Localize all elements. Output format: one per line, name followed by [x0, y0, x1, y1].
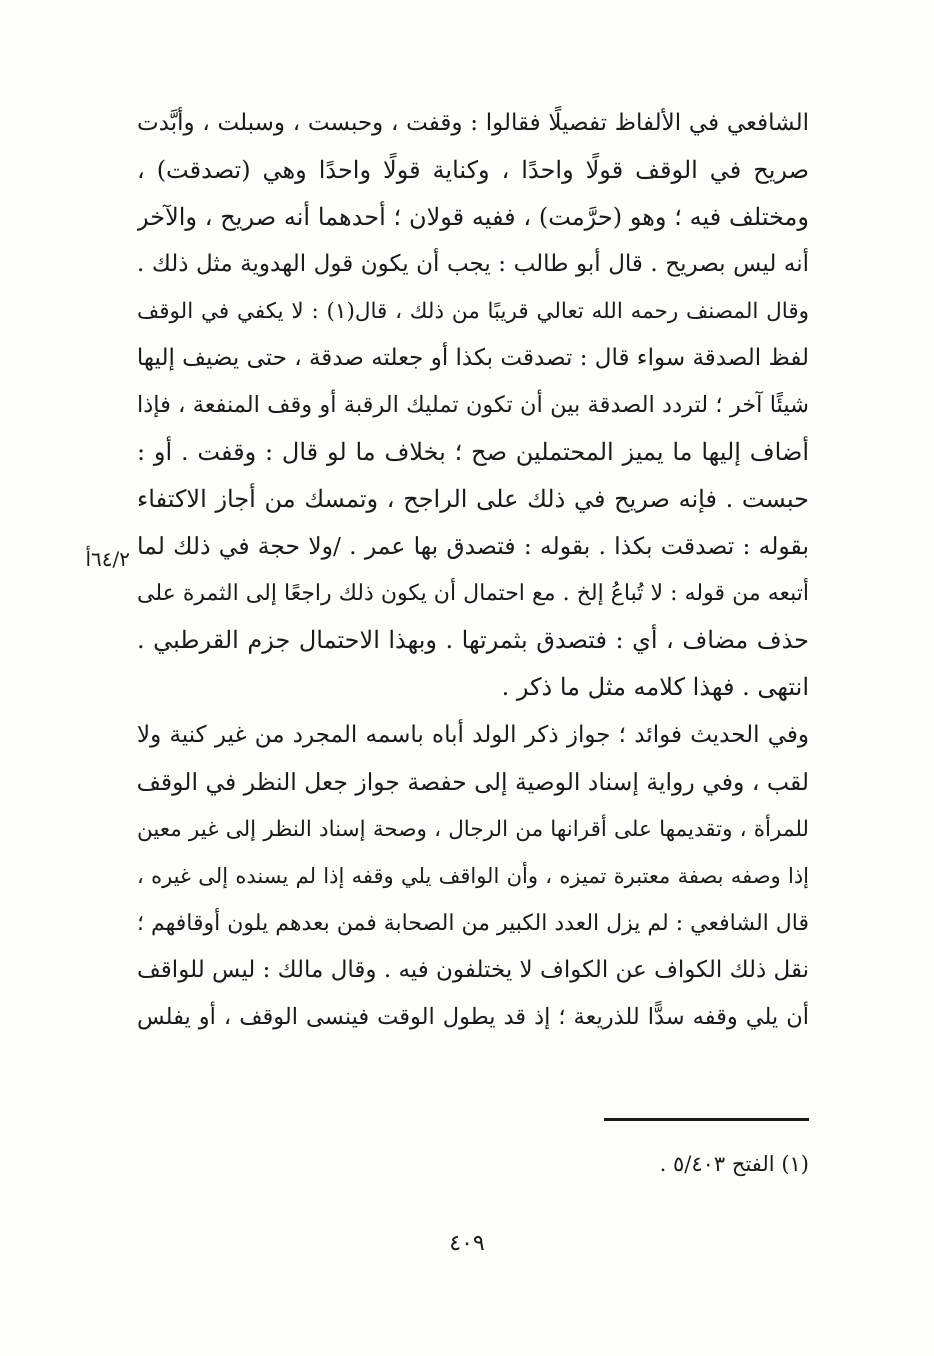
text-line: نقل ذلك الكواف عن الكواف لا يختلفون فيه . وقال مالك : ليس للواقف: [137, 957, 809, 983]
text-line: أنه ليس بصريح . قال أبو طالب : يجب أن يكون قول الهدوية مثل ذلك .: [137, 251, 809, 277]
text-line: ومختلف فيه ؛ وهو (حرَّمت) ، ففيه قولان ؛ أحدهما أنه صريح ، والآخر: [137, 203, 809, 231]
footnote-divider: [604, 1118, 809, 1121]
text-line: وقال المصنف رحمه الله تعالي قريبًا من ذلك ، قال(١) : لا يكفي في الوقف: [137, 299, 809, 324]
paragraph-2: [137, 712, 809, 1041]
text-line: إذا وصفه بصفة معتبرة تميزه ، وأن الواقف يلي وقفه إذا لم يسنده إلى غيره ،: [137, 864, 809, 888]
text-line: الشافعي في الألفاظ تفصيلًا فقالوا : وقفت ، وحبست ، وسبلت ، وأبَّدت: [137, 110, 809, 136]
text-line: قال الشافعي : لم يزل العدد الكبير من الصحابة فمن بعدهم يلون أوقافهم ؛: [137, 911, 809, 936]
page-number: ٤٠٩: [449, 1231, 485, 1256]
text-line: أتبعه من قوله : لا تُباعُ إلخ . مع احتمال أن يكون ذلك راجعًا إلى الثمرة على: [137, 581, 809, 606]
text-line: حبست . فإنه صريح في ذلك على الراجح ، وتمسك من أجاز الاكتفاء: [137, 485, 809, 513]
manuscript-folio-note: ٦٤/٢أ: [85, 547, 130, 571]
text-line: وفي الحديث فوائد ؛ جواز ذكر الولد أباه باسمه المجرد من غير كنية ولا: [137, 722, 809, 748]
text-line: لقب ، وفي رواية إسناد الوصية إلى حفصة جواز جعل النظر في الوقف: [137, 768, 809, 796]
text-line: أضاف إليها ما يميز المحتملين صح ؛ بخلاف ما لو قال : وقفت . أو :: [137, 438, 809, 466]
text-line: انتهى . فهذا كلامه مثل ما ذكر .: [501, 673, 809, 701]
text-line: شيئًا آخر ؛ لتردد الصدقة بين أن تكون تمليك الرقبة أو وقف المنفعة ، فإذا: [137, 392, 809, 418]
text-line: للمرأة ، وتقديمها على أقرانها من الرجال ، وصحة إسناد النظر إلى غير معين: [137, 817, 809, 842]
text-line: أن يلي وقفه سدًّا للذريعة ؛ إذ قد يطول الوقت فينسى الوقف ، أو يفلس: [137, 1004, 809, 1030]
paragraph-1: [137, 100, 809, 711]
text-line: صريح في الوقف قولًا واحدًا ، وكناية قولًا واحدًا وهي (تصدقت) ،: [137, 156, 809, 184]
footnote: (١) الفتح ٥/٤٠٣ .: [659, 1152, 809, 1176]
text-line: حذف مضاف ، أي : فتصدق بثمرتها . وبهذا الاحتمال جزم القرطبي .: [137, 626, 809, 654]
text-line: لفظ الصدقة سواء قال : تصدقت بكذا أو جعلته صدقة ، حتى يضيف إليها: [137, 345, 809, 371]
text-line: بقوله : تصدقت بكذا . بقوله : فتصدق بها عمر . /ولا حجة في ذلك لما: [137, 532, 809, 560]
